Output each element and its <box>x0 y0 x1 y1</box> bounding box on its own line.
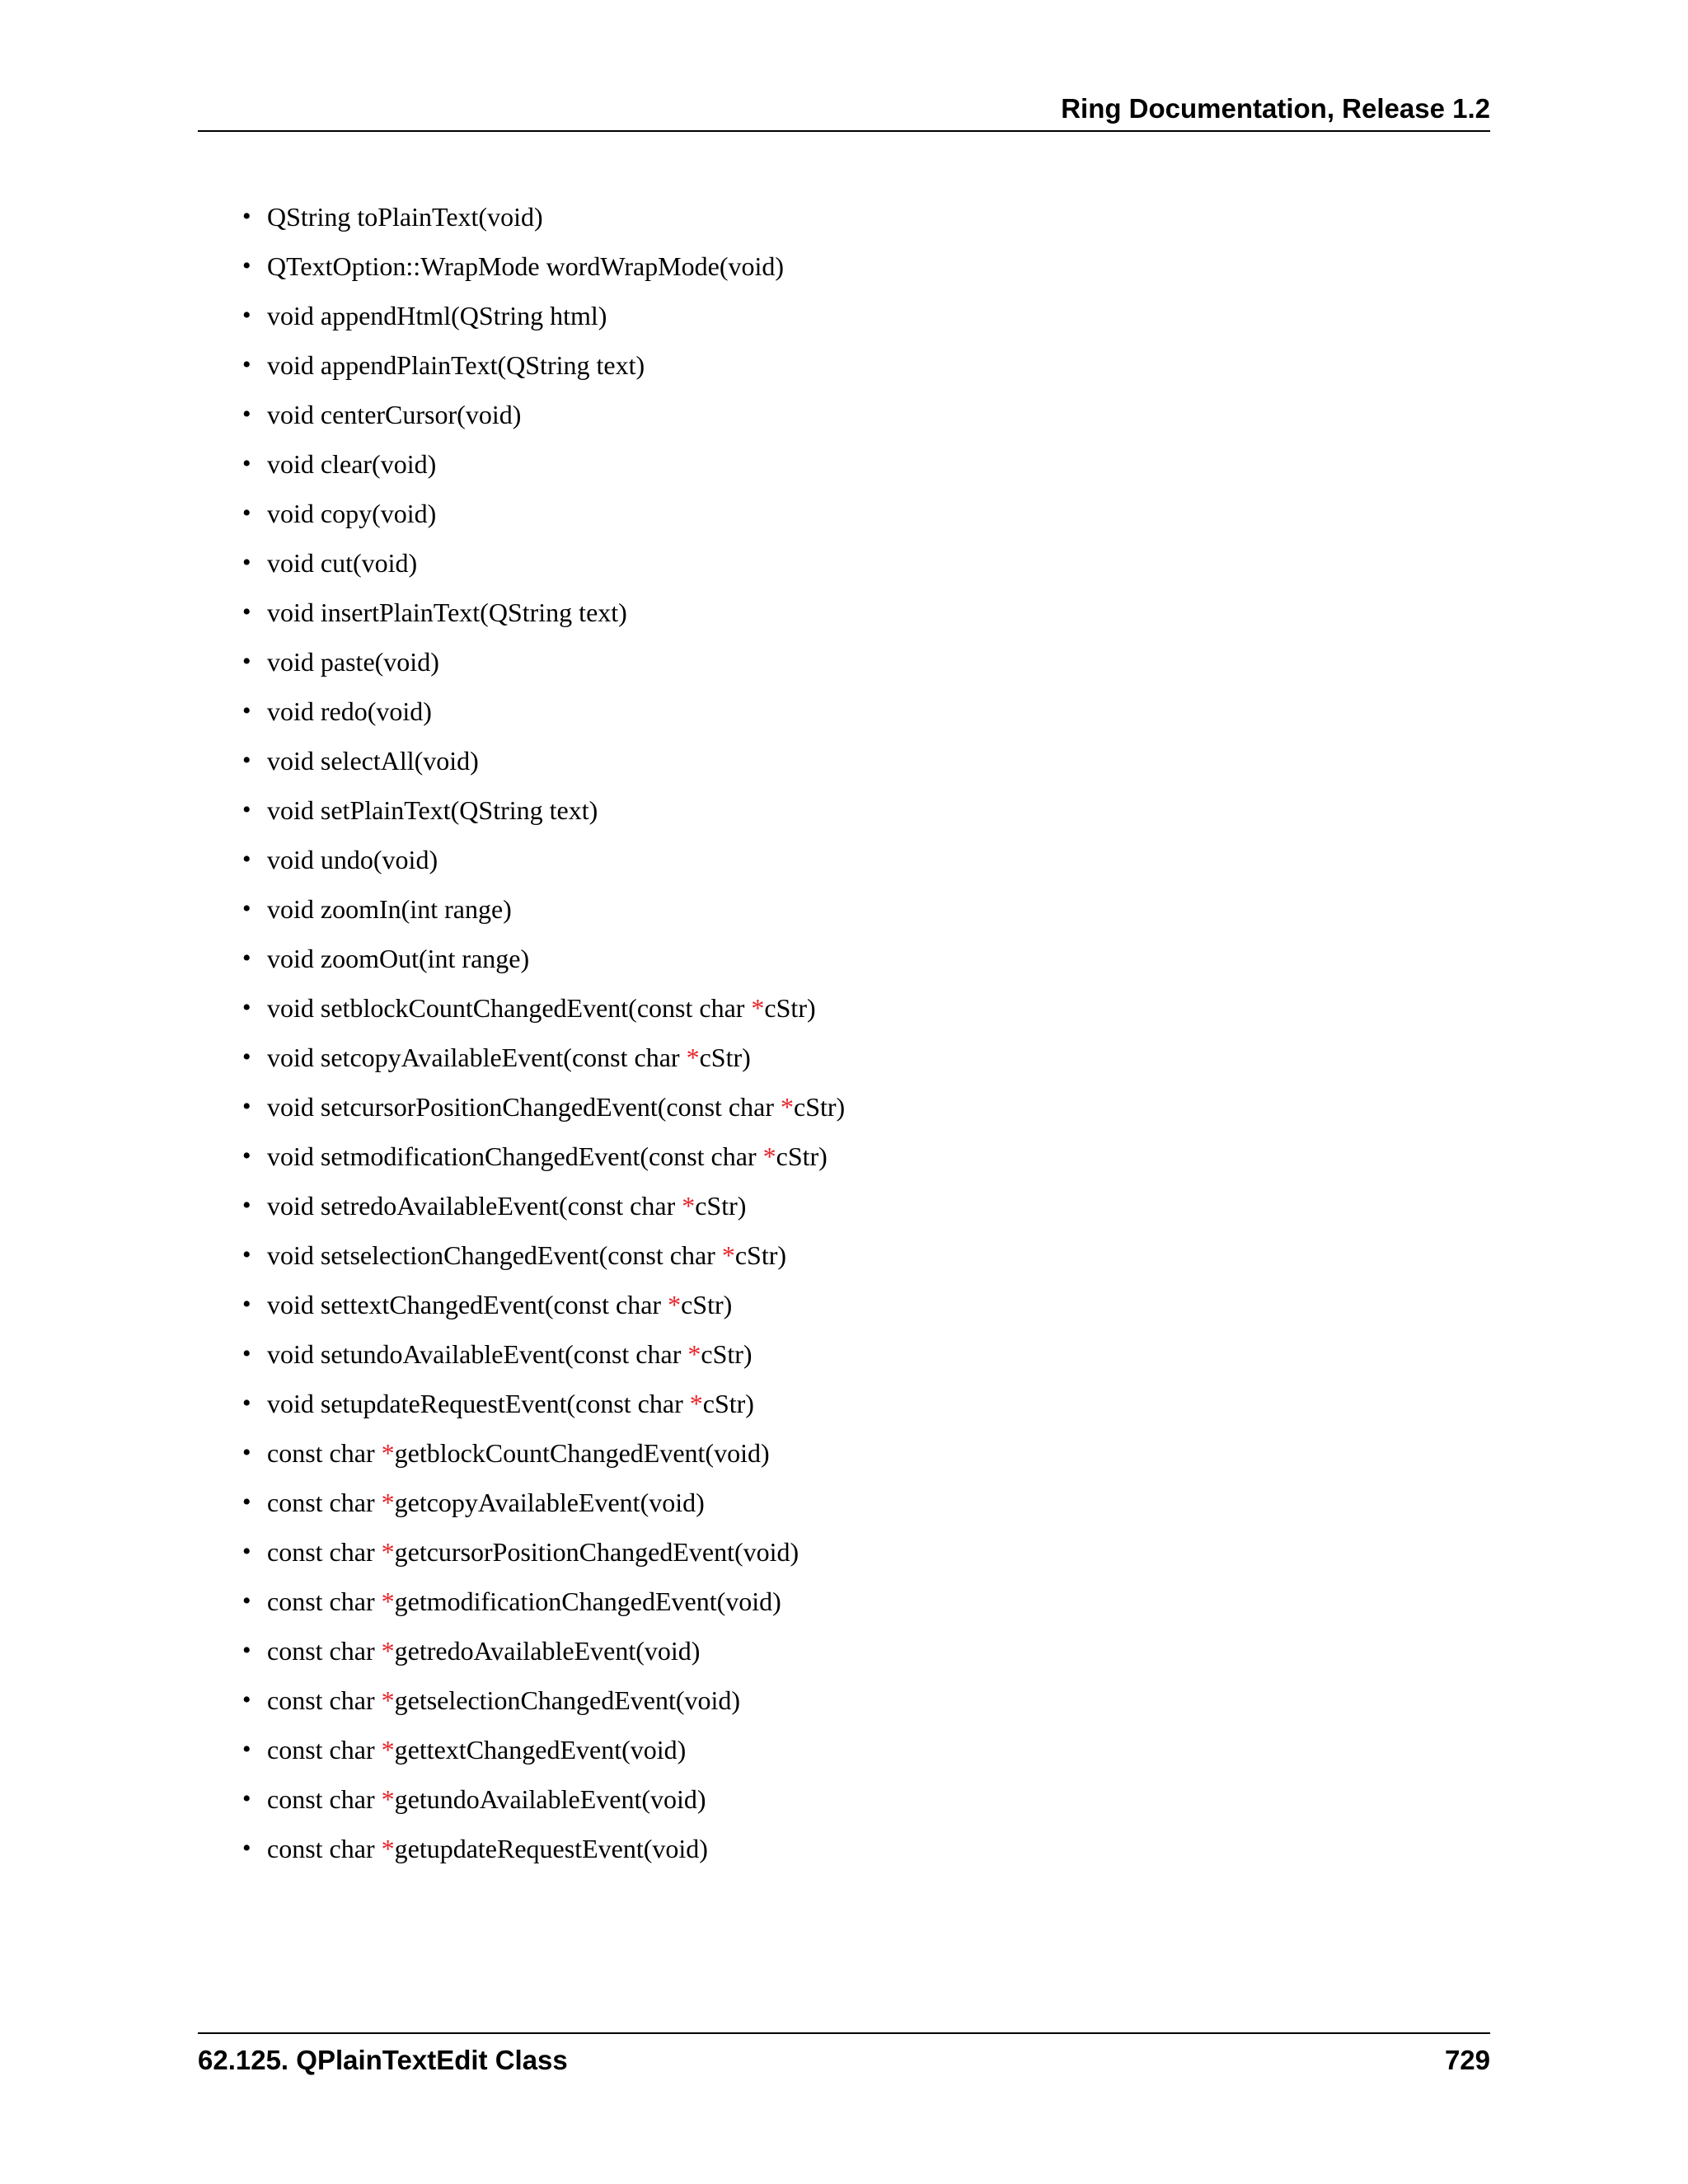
method-signature-prefix: const char <box>267 1735 382 1765</box>
pointer-asterisk: * <box>687 1339 701 1369</box>
bullet-icon: • <box>242 203 251 230</box>
method-signature-prefix: void setmodificationChangedEvent(const char <box>267 1141 763 1171</box>
method-signature-prefix: void clear(void) <box>267 449 437 479</box>
method-signature-suffix: getmodificationChangedEvent(void) <box>394 1586 781 1616</box>
method-signature-suffix: cStr) <box>793 1092 846 1122</box>
method-item <box>239 1284 845 1333</box>
method-signature-suffix: cStr) <box>776 1141 828 1171</box>
method-item <box>239 1581 845 1630</box>
bullet-icon: • <box>242 1439 251 1466</box>
method-item <box>239 542 845 592</box>
method-item <box>239 740 845 790</box>
bullet-icon: • <box>242 549 251 576</box>
method-item <box>239 1185 845 1235</box>
method-item <box>239 1630 845 1680</box>
bullet-icon: • <box>242 1488 251 1516</box>
pointer-asterisk: * <box>686 1043 700 1072</box>
pointer-asterisk: * <box>762 1141 776 1171</box>
page-footer <box>198 2032 1490 2083</box>
pointer-asterisk: * <box>381 1685 395 1715</box>
method-item <box>239 691 845 740</box>
method-signature-prefix: void cut(void) <box>267 548 418 578</box>
bullet-icon: • <box>242 1637 251 1664</box>
pointer-asterisk: * <box>381 1537 395 1567</box>
method-item <box>239 987 845 1037</box>
method-signature-suffix: gettextChangedEvent(void) <box>394 1735 687 1765</box>
bullet-icon: • <box>242 1142 251 1169</box>
bullet-icon: • <box>242 747 251 774</box>
bullet-icon: • <box>242 1093 251 1120</box>
bullet-icon: • <box>242 1538 251 1565</box>
bullet-icon: • <box>242 895 251 922</box>
bullet-icon: • <box>242 1390 251 1417</box>
method-signature-prefix: void insertPlainText(QString text) <box>267 598 627 627</box>
method-signature-prefix: void setblockCountChangedEvent(const char <box>267 993 752 1023</box>
method-signature-prefix: void setcursorPositionChangedEvent(const char <box>267 1092 781 1122</box>
method-signature-suffix: cStr) <box>681 1290 733 1319</box>
pointer-asterisk: * <box>682 1191 696 1221</box>
method-item <box>239 196 845 246</box>
method-item <box>239 1136 845 1185</box>
method-item <box>239 295 845 344</box>
bullet-icon: • <box>242 450 251 477</box>
method-signature-prefix: const char <box>267 1784 382 1814</box>
pointer-asterisk: * <box>381 1735 395 1765</box>
bullet-icon: • <box>242 846 251 873</box>
pointer-asterisk: * <box>381 1834 395 1863</box>
bullet-icon: • <box>242 351 251 378</box>
method-item <box>239 938 845 987</box>
method-item <box>239 394 845 443</box>
bullet-icon: • <box>242 598 251 626</box>
method-signature-prefix: void copy(void) <box>267 499 437 528</box>
method-item <box>239 790 845 839</box>
page-header <box>198 89 1490 132</box>
method-signature-prefix: void paste(void) <box>267 647 439 677</box>
bullet-icon: • <box>242 1291 251 1318</box>
method-item <box>239 1729 845 1779</box>
method-signature-prefix: void setundoAvailableEvent(const char <box>267 1339 688 1369</box>
method-signature-suffix: cStr) <box>764 993 816 1023</box>
bullet-icon: • <box>242 648 251 675</box>
method-signature-suffix: getundoAvailableEvent(void) <box>394 1784 706 1814</box>
method-signature-suffix: getupdateRequestEvent(void) <box>394 1834 708 1863</box>
method-item <box>239 641 845 691</box>
method-item <box>239 1086 845 1136</box>
method-signature-prefix: const char <box>267 1586 382 1616</box>
method-signature-prefix: void setPlainText(QString text) <box>267 795 598 825</box>
pointer-asterisk: * <box>689 1389 703 1418</box>
method-signature-prefix: void zoomOut(int range) <box>267 944 530 973</box>
method-signature-suffix: cStr) <box>702 1389 754 1418</box>
method-item <box>239 888 845 938</box>
pointer-asterisk: * <box>381 1488 395 1517</box>
method-signature-prefix: void centerCursor(void) <box>267 400 522 429</box>
method-item <box>239 1482 845 1531</box>
bullet-icon: • <box>242 944 251 972</box>
method-signature-prefix: void redo(void) <box>267 696 432 726</box>
method-item <box>239 1235 845 1284</box>
bullet-icon: • <box>242 499 251 527</box>
pointer-asterisk: * <box>381 1636 395 1666</box>
method-item <box>239 246 845 295</box>
section-title: 62.125. QPlainTextEdit Class <box>198 2045 568 2075</box>
method-signature-prefix: const char <box>267 1537 382 1567</box>
method-item <box>239 1333 845 1383</box>
bullet-icon: • <box>242 1686 251 1713</box>
method-signature-suffix: cStr) <box>699 1043 751 1072</box>
method-signature-prefix: void setcopyAvailableEvent(const char <box>267 1043 687 1072</box>
pointer-asterisk: * <box>381 1784 395 1814</box>
pointer-asterisk: * <box>668 1290 682 1319</box>
method-signature-prefix: void settextChangedEvent(const char <box>267 1290 668 1319</box>
method-signature-prefix: void appendPlainText(QString text) <box>267 350 645 380</box>
method-list <box>239 196 845 1877</box>
method-signature-prefix: const char <box>267 1834 382 1863</box>
method-signature-suffix: cStr) <box>701 1339 753 1369</box>
method-item <box>239 1779 845 1828</box>
method-item <box>239 344 845 394</box>
pointer-asterisk: * <box>381 1586 395 1616</box>
method-item <box>239 1828 845 1877</box>
method-signature-suffix: cStr) <box>734 1240 787 1270</box>
method-signature-suffix: getredoAvailableEvent(void) <box>394 1636 701 1666</box>
document-title: Ring Documentation, Release 1.2 <box>1061 93 1490 124</box>
method-signature-suffix: cStr) <box>695 1191 747 1221</box>
method-signature-suffix: getcopyAvailableEvent(void) <box>394 1488 705 1517</box>
bullet-icon: • <box>242 302 251 329</box>
bullet-icon: • <box>242 1340 251 1367</box>
bullet-icon: • <box>242 1587 251 1615</box>
bullet-icon: • <box>242 796 251 823</box>
bullet-icon: • <box>242 994 251 1021</box>
method-item <box>239 592 845 641</box>
bullet-icon: • <box>242 401 251 428</box>
method-signature-prefix: void setupdateRequestEvent(const char <box>267 1389 690 1418</box>
method-item <box>239 443 845 493</box>
bullet-icon: • <box>242 1241 251 1268</box>
pointer-asterisk: * <box>381 1438 395 1468</box>
method-signature-prefix: void selectAll(void) <box>267 746 479 776</box>
method-signature-prefix: void zoomIn(int range) <box>267 894 512 924</box>
bullet-icon: • <box>242 697 251 724</box>
method-signature-suffix: getcursorPositionChangedEvent(void) <box>394 1537 799 1567</box>
method-signature-prefix: void undo(void) <box>267 845 438 874</box>
pointer-asterisk: * <box>780 1092 794 1122</box>
bullet-icon: • <box>242 1043 251 1071</box>
method-item <box>239 1037 845 1086</box>
method-signature-suffix: getselectionChangedEvent(void) <box>394 1685 741 1715</box>
method-signature-prefix: QString toPlainText(void) <box>267 202 543 232</box>
method-item <box>239 839 845 888</box>
method-item <box>239 1680 845 1729</box>
bullet-icon: • <box>242 1835 251 1862</box>
bullet-icon: • <box>242 252 251 279</box>
bullet-icon: • <box>242 1785 251 1812</box>
bullet-icon: • <box>242 1192 251 1219</box>
method-signature-prefix: void setredoAvailableEvent(const char <box>267 1191 682 1221</box>
method-item <box>239 1432 845 1482</box>
bullet-icon: • <box>242 1736 251 1763</box>
method-signature-prefix: const char <box>267 1488 382 1517</box>
method-signature-prefix: const char <box>267 1685 382 1715</box>
method-signature-prefix: void appendHtml(QString html) <box>267 301 607 330</box>
method-item <box>239 1383 845 1432</box>
method-signature-prefix: void setselectionChangedEvent(const char <box>267 1240 722 1270</box>
method-item <box>239 493 845 542</box>
method-signature-suffix: getblockCountChangedEvent(void) <box>394 1438 770 1468</box>
method-signature-prefix: const char <box>267 1438 382 1468</box>
method-item <box>239 1531 845 1581</box>
method-signature-prefix: const char <box>267 1636 382 1666</box>
pointer-asterisk: * <box>751 993 765 1023</box>
pointer-asterisk: * <box>721 1240 735 1270</box>
page-number: 729 <box>1444 2045 1490 2075</box>
method-signature-prefix: QTextOption::WrapMode wordWrapMode(void) <box>267 251 785 281</box>
